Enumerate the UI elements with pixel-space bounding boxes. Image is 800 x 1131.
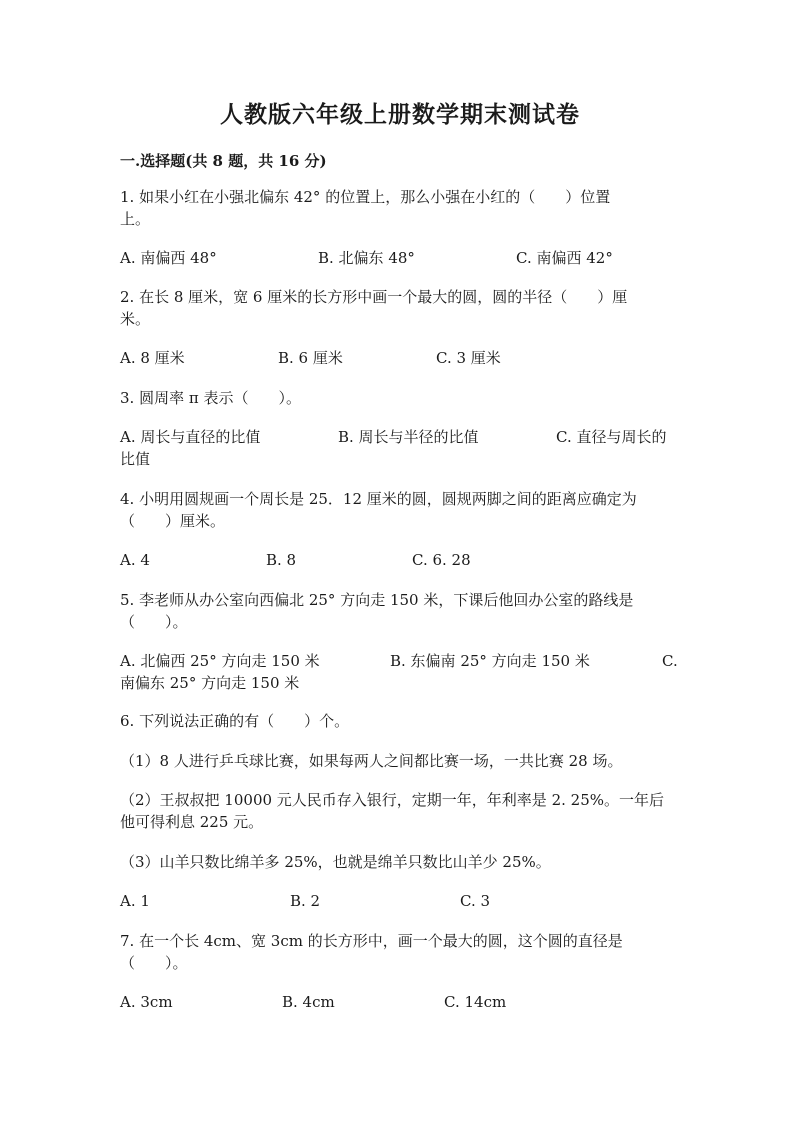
section-heading: 一.选择题(共 8 题，共 16 分) [120,152,327,170]
question-6-statement-2: （2）王叔叔把 10000 元人民币存入银行，定期一年，年利率是 2. 25%。一年后 [120,791,664,809]
question-2-line-1: 2. 在长 8 厘米，宽 6 厘米的长方形中画一个最大的圆，圆的半径（ ）厘 [120,288,628,306]
question-2-option-a: A. 8 厘米 [120,349,185,367]
question-3-option-c-continued: 比值 [120,450,151,468]
question-6-option-c: C. 3 [460,892,491,910]
question-5-line-2: （ ）。 [120,613,188,631]
question-1-option-b: B. 北偏东 48° [318,249,415,267]
question-4-line-2: （ ）厘米。 [120,512,226,530]
question-2-option-b: B. 6 厘米 [278,349,343,367]
question-1-option-c: C. 南偏西 42° [516,249,613,267]
question-6-statement-3: （3）山羊只数比绵羊多 25%，也就是绵羊只数比山羊少 25%。 [120,853,551,871]
question-7-option-a: A. 3cm [120,993,173,1011]
page-title: 人教版六年级上册数学期末测试卷 [220,101,580,128]
question-7-option-b: B. 4cm [282,993,335,1011]
question-5-option-b: B. 东偏南 25° 方向走 150 米 [390,652,590,670]
question-3-option-b: B. 周长与半径的比值 [338,428,479,446]
question-6-option-b: B. 2 [290,892,321,910]
question-6-statement-2-continued: 他可得利息 225 元。 [120,813,264,831]
question-5-option-c: C. [662,652,678,670]
question-7-line-1: 7. 在一个长 4cm、宽 3cm 的长方形中，画一个最大的圆，这个圆的直径是 [120,932,623,950]
question-5-option-c-continued: 南偏东 25° 方向走 150 米 [120,674,300,692]
question-4-option-a: A. 4 [120,551,150,569]
question-3-option-c: C. 直径与周长的 [556,428,667,446]
question-2-option-c: C. 3 厘米 [436,349,501,367]
question-7-line-2: （ ）。 [120,954,188,972]
question-4-option-c: C. 6. 28 [412,551,471,569]
question-5-line-1: 5. 李老师从办公室向西偏北 25° 方向走 150 米，下课后他回办公室的路线是 [120,591,634,609]
question-1-option-a: A. 南偏西 48° [120,249,217,267]
question-4-line-1: 4. 小明用圆规画一个周长是 25．12 厘米的圆，圆规两脚之间的距离应确定为 [120,490,637,508]
question-3-option-a: A. 周长与直径的比值 [120,428,261,446]
question-7-option-c: C. 14cm [444,993,507,1011]
question-2-line-2: 米。 [120,310,151,328]
question-1-line-2: 上。 [120,210,151,228]
question-5-option-a: A. 北偏西 25° 方向走 150 米 [120,652,320,670]
question-6-line-1: 6. 下列说法正确的有（ ）个。 [120,712,350,730]
question-1-line-1: 1. 如果小红在小强北偏东 42° 的位置上，那么小强在小红的（ ）位置 [120,188,611,206]
question-6-statement-1: （1）8 人进行乒乓球比赛，如果每两人之间都比赛一场，一共比赛 28 场。 [120,752,623,770]
question-6-option-a: A. 1 [120,892,150,910]
question-4-option-b: B. 8 [266,551,297,569]
question-3-line-1: 3. 圆周率 π 表示（ ）。 [120,389,301,407]
